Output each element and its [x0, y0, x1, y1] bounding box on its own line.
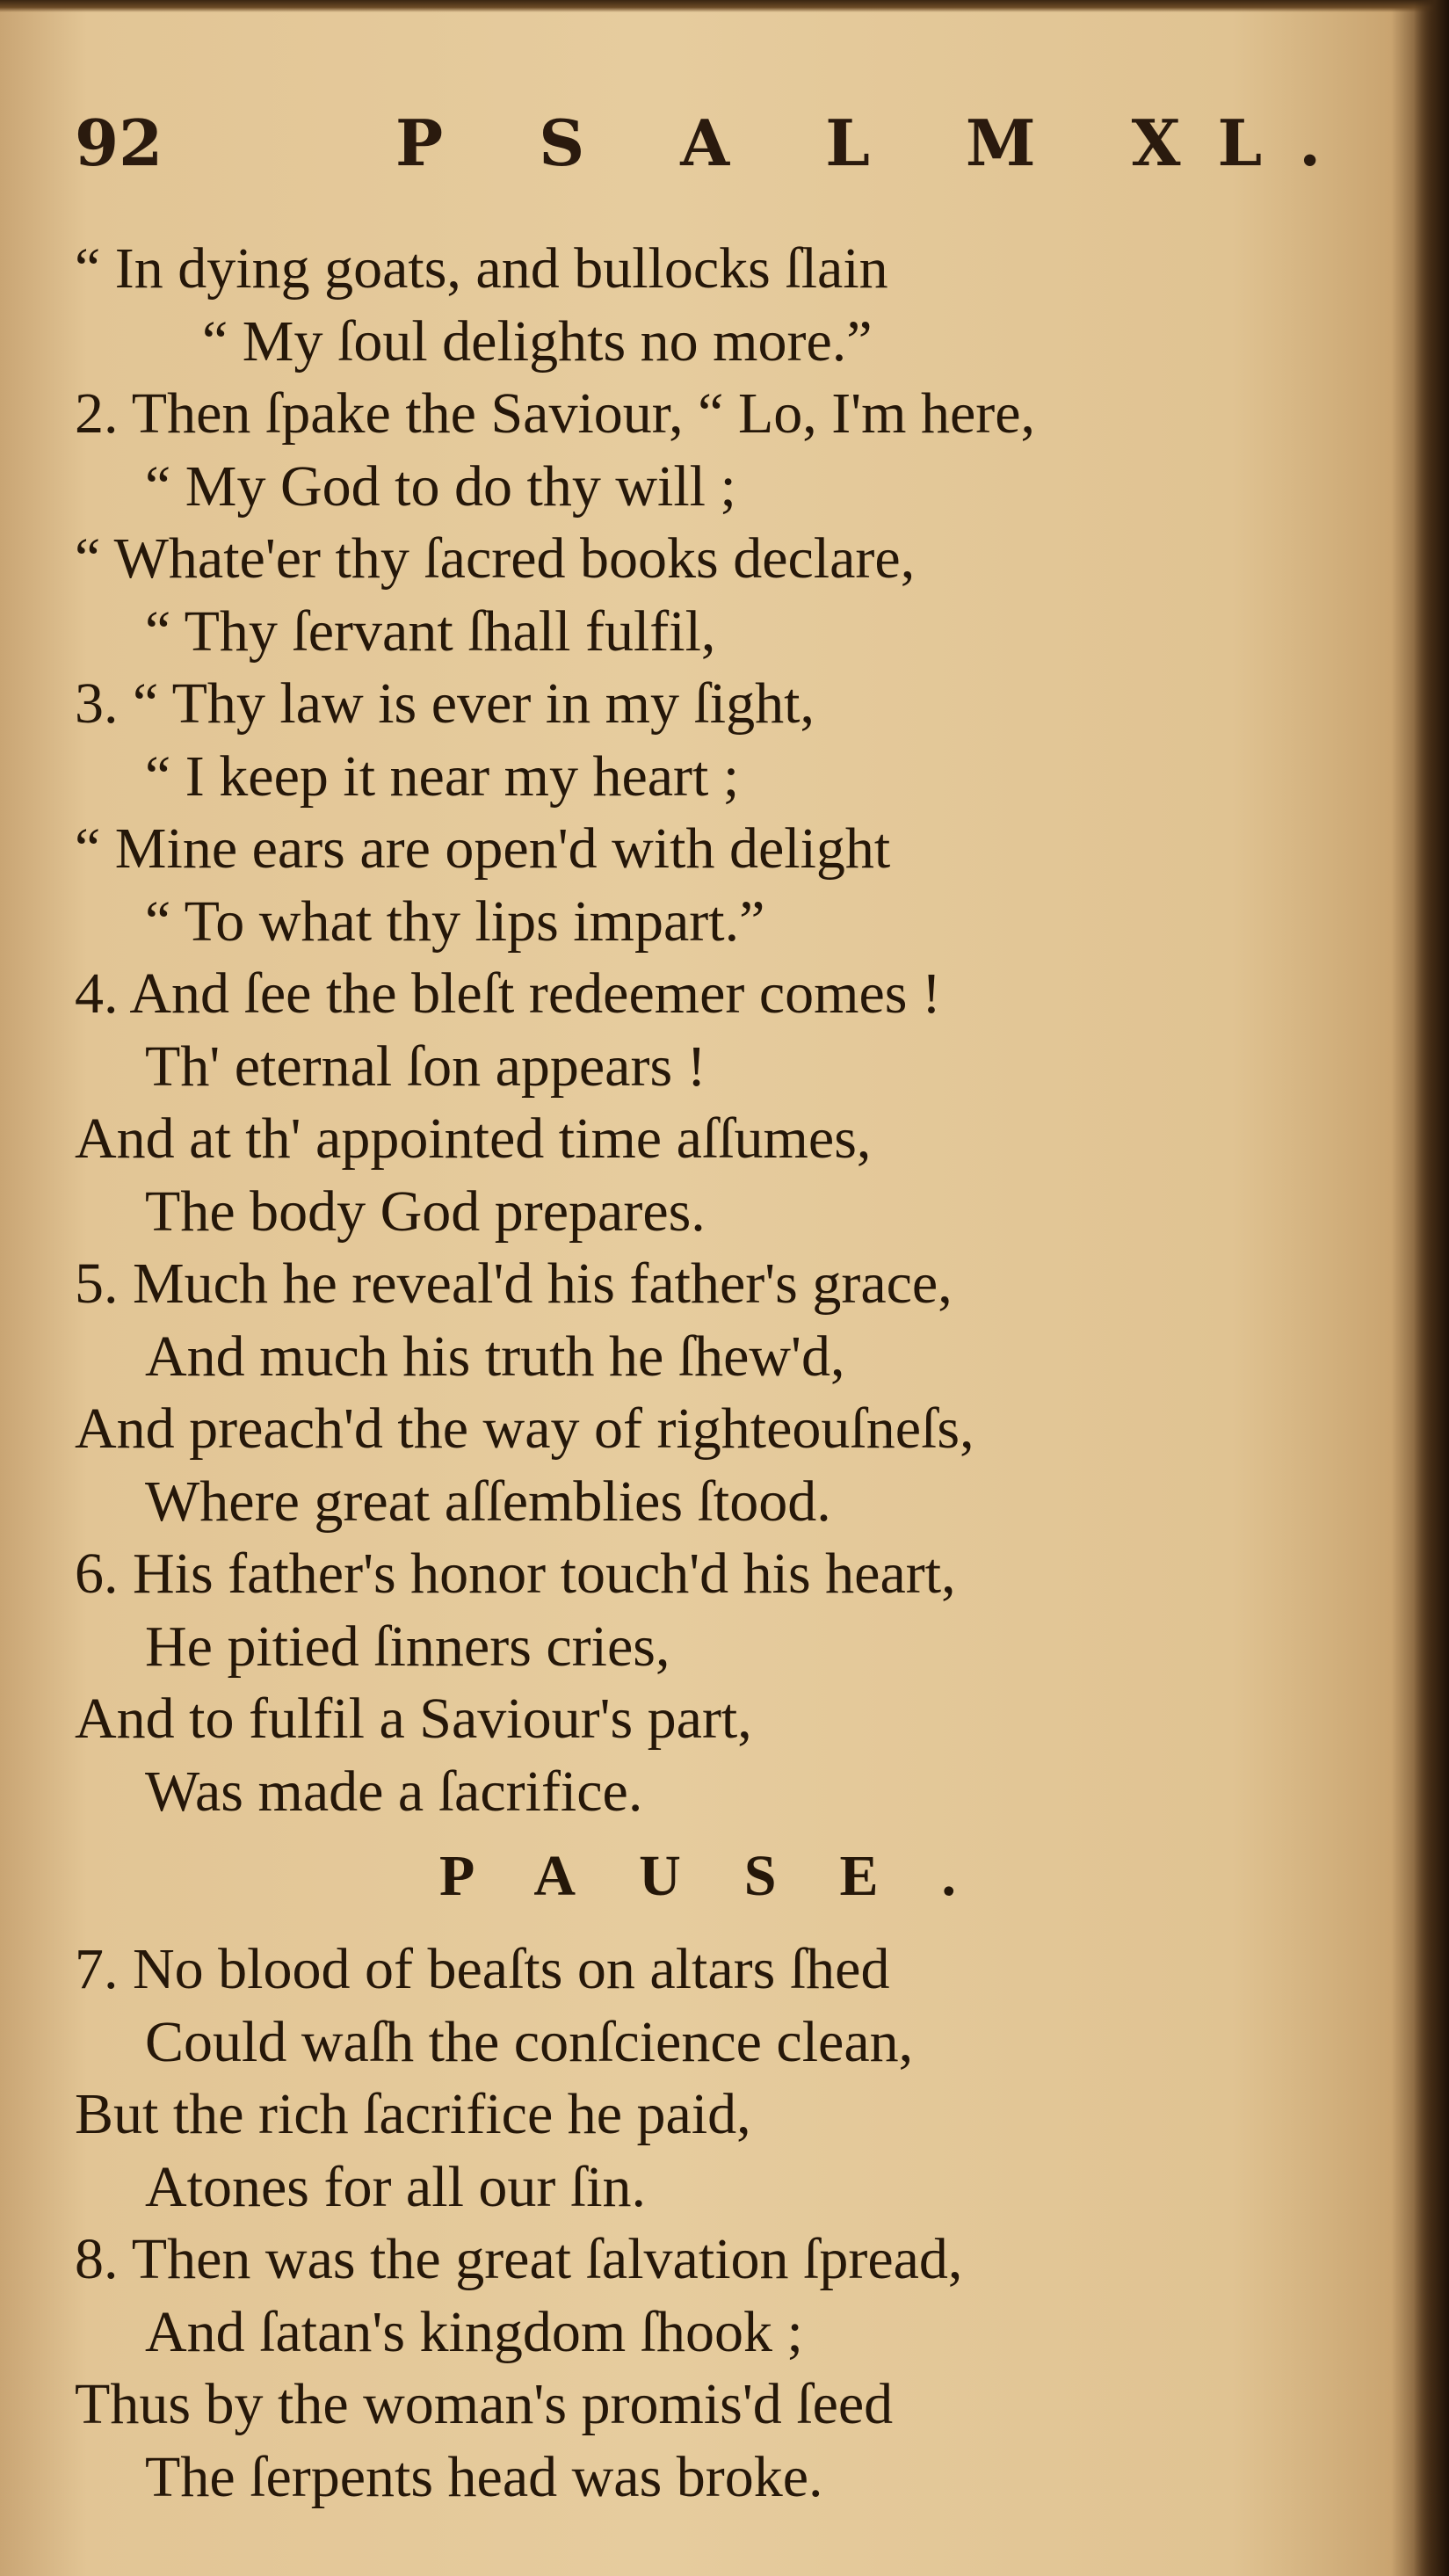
verse-line: “ I keep it near my heart ;: [145, 744, 740, 809]
running-title: P S A L M XL.: [395, 105, 1358, 180]
verse-line: 8. Then was the great ſalvation ſpread,: [75, 2227, 963, 2291]
verse-line: Th' eternal ſon appears !: [145, 1034, 706, 1099]
verse-line: 5. Much he reveal'd his father's grace,: [75, 1252, 953, 1316]
verse-line: The body God prepares.: [145, 1179, 706, 1244]
psalm-text: [75, 233, 1358, 2514]
page-number: 92: [75, 105, 163, 180]
verse-line: And at th' appointed time aſſumes,: [75, 1107, 872, 1171]
verse-line: And ſatan's kingdom ſhook ;: [145, 2299, 803, 2364]
verse-line: “ My ſoul delights no more.”: [202, 308, 873, 374]
verse-line: Atones for all our ſin.: [145, 2154, 647, 2219]
verse-line: Thus by the woman's promis'd ſeed: [75, 2372, 894, 2436]
verse-line: “ Thy ſervant ſhall fulfil,: [145, 599, 716, 664]
verse-line: And much his truth he ſhew'd,: [145, 1324, 845, 1389]
verse-line: “ In dying goats, and bullocks ſlain: [75, 236, 888, 301]
verse-line: “ To what thy lips impart.”: [145, 889, 765, 954]
verse-line: 2. Then ſpake the Saviour, “ Lo, I'm here,: [75, 381, 1036, 446]
verse-line: Where great aſſemblies ſtood.: [145, 1469, 831, 1534]
verse-line: 4. And ſee the bleſt redeemer comes !: [75, 961, 941, 1026]
verse-line: He pitied ſinners cries,: [145, 1614, 670, 1679]
verse-line: And preach'd the way of righteouſneſs,: [75, 1397, 974, 1461]
verse-line: The ſerpents head was broke.: [145, 2444, 823, 2509]
verse-line: Was made a ſacrifice.: [145, 1759, 643, 1824]
verse-line: And to fulfil a Saviour's part,: [75, 1687, 752, 1751]
verse-line: “ Whate'er thy ſacred books declare,: [75, 526, 916, 591]
verse-line: 7. No blood of beaſts on altars ſhed: [75, 1937, 890, 2001]
page-binding-edge: [1414, 0, 1449, 2576]
pause-heading: PAUSE.: [439, 1844, 1019, 1908]
page-header: [75, 105, 1358, 185]
page-top-edge: [0, 0, 1449, 12]
verse-line: But the rich ſacrifice he paid,: [75, 2082, 751, 2146]
verse-line: “ My God to do thy will ;: [145, 454, 736, 519]
verse-line: 3. “ Thy law is ever in my ſight,: [75, 671, 815, 736]
verse-line: 6. His father's honor touch'd his heart,: [75, 1542, 956, 1606]
verse-line: Could waſh the conſcience clean,: [145, 2009, 914, 2074]
verse-line: “ Mine ears are open'd with delight: [75, 816, 891, 881]
